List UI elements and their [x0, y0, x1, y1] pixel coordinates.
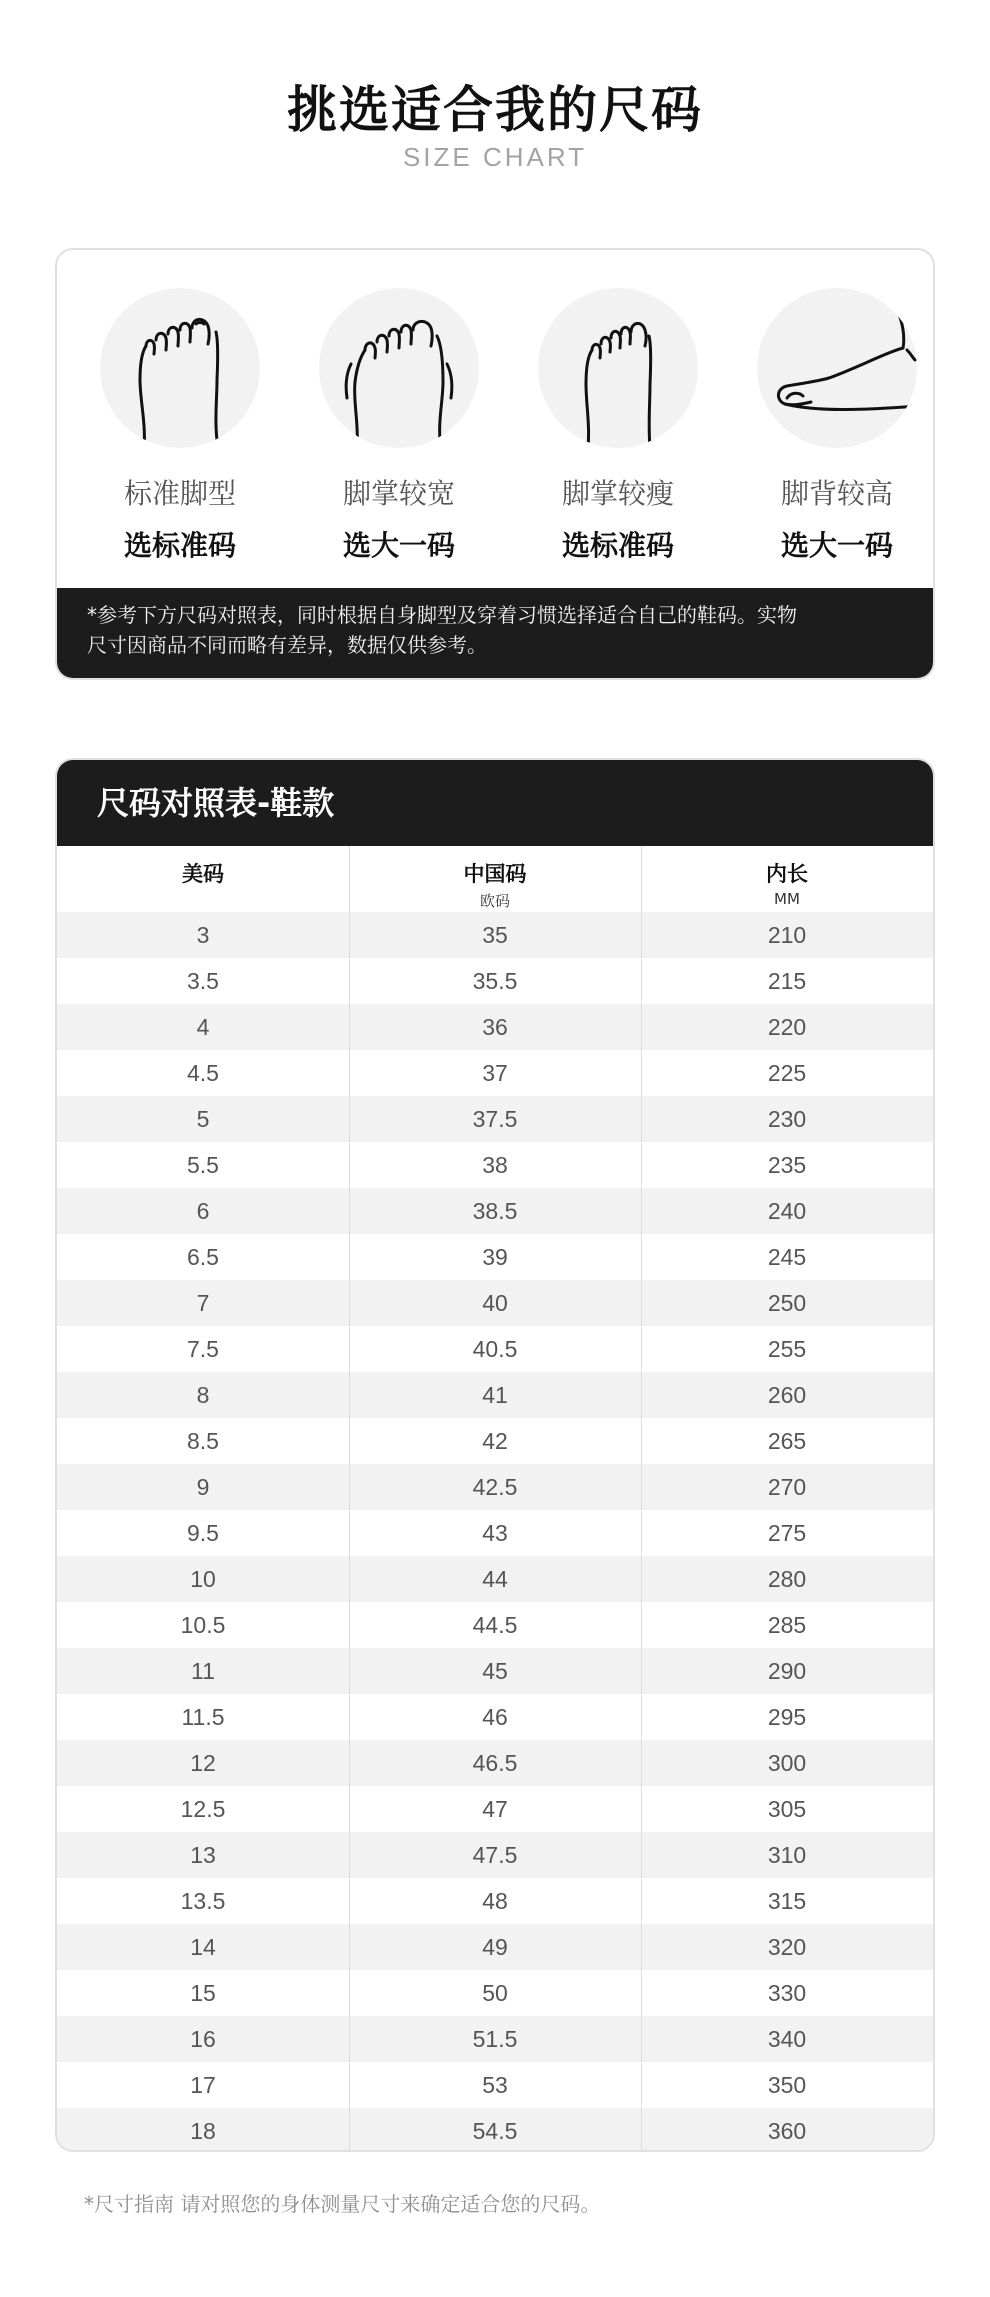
cell-cn-size: 42: [482, 1428, 508, 1454]
cell-us-size: 18: [190, 2118, 216, 2144]
cell-inner-length: 270: [767, 1474, 807, 1500]
table-row: [57, 2108, 933, 2152]
foot-type-advice: 选大一码: [342, 529, 455, 562]
cell-inner-length: 350: [767, 2072, 807, 2098]
column-divider: [641, 846, 642, 2152]
cell-inner-length: 320: [767, 1934, 807, 1960]
cell-cn-size: 53: [482, 2072, 508, 2098]
table-row: [57, 1464, 933, 1510]
foot-type-note: [57, 588, 933, 678]
cell-us-size: 3.5: [187, 968, 219, 994]
table-row: [57, 1786, 933, 1832]
cell-us-size: 11.5: [181, 1704, 225, 1730]
cell-us-size: 5: [196, 1106, 210, 1132]
table-row: [57, 1372, 933, 1418]
cell-cn-size: 35: [482, 922, 508, 948]
foot-type-wide: [299, 288, 499, 564]
cell-us-size: 15: [190, 1980, 216, 2006]
foot-type-advice: 选大一码: [780, 529, 893, 562]
cell-us-size: 4: [196, 1014, 210, 1040]
foot-type-advice: 选标准码: [561, 529, 674, 562]
cell-us-size: 12: [190, 1750, 216, 1776]
cell-inner-length: 305: [767, 1796, 807, 1822]
cell-cn-size: 50: [482, 1980, 508, 2006]
table-row: [57, 2062, 933, 2108]
table-row: [57, 1970, 933, 2016]
column-header-us: 美码: [182, 862, 224, 886]
table-row: [57, 1142, 933, 1188]
cell-cn-size: 47: [482, 1796, 508, 1822]
page-title: 挑选适合我的尺码: [287, 81, 703, 139]
foot-type-name: 脚背较高: [780, 477, 893, 510]
cell-inner-length: 300: [767, 1750, 807, 1776]
table-row: [57, 1418, 933, 1464]
cell-us-size: 10: [190, 1566, 216, 1592]
table-row: [57, 1740, 933, 1786]
cell-cn-size: 40.5: [472, 1336, 518, 1362]
foot-note-line: *参考下方尺码对照表，同时根据自身脚型及穿着习惯选择适合自己的鞋码。实物: [87, 603, 797, 627]
cell-us-size: 8: [196, 1382, 210, 1408]
table-row: [57, 1280, 933, 1326]
standard-foot-icon: [100, 288, 260, 448]
cell-us-size: 6: [196, 1198, 210, 1224]
column-header-cn: 中国码 欧码: [463, 862, 527, 910]
table-row: [57, 1510, 933, 1556]
cell-cn-size: 39: [482, 1244, 508, 1270]
cell-cn-size: 44: [482, 1566, 508, 1592]
foot-type-standard: [80, 288, 280, 564]
foot-type-name: 脚掌较宽: [342, 477, 455, 510]
foot-type-card: [55, 248, 935, 680]
cell-inner-length: 250: [767, 1290, 807, 1316]
column-divider: [349, 846, 350, 2152]
high-instep-foot-icon: [757, 288, 917, 448]
cell-inner-length: 310: [767, 1842, 807, 1868]
cell-cn-size: 46: [482, 1704, 508, 1730]
cell-cn-size: 38: [482, 1152, 508, 1178]
wide-foot-icon: [319, 288, 479, 448]
cell-inner-length: 245: [767, 1244, 807, 1270]
cell-cn-size: 45: [482, 1658, 508, 1684]
cell-us-size: 6.5: [187, 1244, 219, 1270]
cell-us-size: 3: [196, 922, 210, 948]
table-row: [57, 1694, 933, 1740]
cell-inner-length: 295: [767, 1704, 807, 1730]
size-chart-title: 尺码对照表-鞋款: [57, 760, 933, 846]
cell-us-size: 16: [190, 2026, 216, 2052]
cell-inner-length: 260: [767, 1382, 807, 1408]
cell-cn-size: 51.5: [472, 2026, 518, 2052]
cell-us-size: 7: [196, 1290, 210, 1316]
table-row: [57, 1234, 933, 1280]
cell-us-size: 14: [190, 1934, 216, 1960]
foot-type-name: 脚掌较瘦: [561, 477, 674, 510]
foot-type-advice: 选标准码: [123, 529, 236, 562]
cell-us-size: 17: [190, 2072, 216, 2098]
cell-cn-size: 37.5: [472, 1106, 518, 1132]
cell-cn-size: 36: [482, 1014, 508, 1040]
table-body: [57, 912, 933, 2152]
cell-us-size: 9.5: [187, 1520, 219, 1546]
cell-inner-length: 360: [767, 2118, 807, 2144]
table-header-row: [57, 846, 933, 912]
table-row: [57, 1326, 933, 1372]
cell-cn-size: 35.5: [472, 968, 518, 994]
table-row: [57, 958, 933, 1004]
cell-us-size: 5.5: [187, 1152, 219, 1178]
cell-inner-length: 210: [767, 922, 807, 948]
cell-cn-size: 54.5: [472, 2118, 518, 2144]
cell-inner-length: 225: [767, 1060, 807, 1086]
foot-type-list: [57, 288, 933, 588]
cell-cn-size: 47.5: [472, 1842, 518, 1868]
cell-cn-size: 40: [482, 1290, 508, 1316]
cell-cn-size: 44.5: [472, 1612, 518, 1638]
page-subtitle: SIZE CHART: [402, 142, 588, 172]
cell-cn-size: 48: [482, 1888, 508, 1914]
cell-inner-length: 280: [767, 1566, 807, 1592]
table-row: [57, 1096, 933, 1142]
cell-cn-size: 37: [482, 1060, 508, 1086]
table-row: [57, 1188, 933, 1234]
table-row: [57, 1832, 933, 1878]
cell-inner-length: 230: [767, 1106, 807, 1132]
foot-note-line: 尺寸因商品不同而略有差异，数据仅供参考。: [87, 633, 487, 657]
cell-inner-length: 240: [767, 1198, 807, 1224]
cell-us-size: 10.5: [180, 1612, 226, 1638]
table-row: [57, 1878, 933, 1924]
cell-inner-length: 255: [767, 1336, 807, 1362]
cell-us-size: 12.5: [180, 1796, 226, 1822]
narrow-foot-icon: [538, 288, 698, 448]
cell-inner-length: 275: [767, 1520, 807, 1546]
cell-cn-size: 49: [482, 1934, 508, 1960]
cell-inner-length: 340: [767, 2026, 807, 2052]
column-header-length: 内长 MM: [766, 862, 808, 908]
table-row: [57, 1602, 933, 1648]
cell-us-size: 7.5: [187, 1336, 219, 1362]
cell-us-size: 13: [190, 1842, 216, 1868]
table-row: [57, 1648, 933, 1694]
cell-inner-length: 330: [767, 1980, 807, 2006]
cell-inner-length: 220: [767, 1014, 807, 1040]
foot-type-name: 标准脚型: [123, 477, 236, 510]
cell-us-size: 8.5: [187, 1428, 219, 1454]
cell-cn-size: 43: [482, 1520, 508, 1546]
cell-inner-length: 265: [767, 1428, 807, 1454]
foot-type-narrow: [518, 288, 718, 564]
table-row: [57, 1004, 933, 1050]
table-row: [57, 1050, 933, 1096]
cell-cn-size: 38.5: [472, 1198, 518, 1224]
cell-inner-length: 285: [767, 1612, 807, 1638]
cell-inner-length: 215: [767, 968, 807, 994]
cell-us-size: 9: [196, 1474, 210, 1500]
cell-us-size: 11: [191, 1658, 215, 1684]
cell-cn-size: 46.5: [472, 1750, 518, 1776]
table-row: [57, 2016, 933, 2062]
cell-us-size: 13.5: [180, 1888, 226, 1914]
table-row: [57, 1924, 933, 1970]
cell-cn-size: 41: [482, 1382, 508, 1408]
size-chart-table: [55, 758, 935, 2152]
size-guide-note: *尺寸指南 请对照您的身体测量尺寸来确定适合您的尺码。: [84, 2192, 601, 2216]
table-row: [57, 1556, 933, 1602]
cell-inner-length: 290: [767, 1658, 807, 1684]
table-row: [57, 912, 933, 958]
cell-us-size: 4.5: [187, 1060, 219, 1086]
cell-cn-size: 42.5: [472, 1474, 518, 1500]
foot-type-high-instep: [737, 288, 935, 564]
cell-inner-length: 235: [767, 1152, 807, 1178]
cell-inner-length: 315: [767, 1888, 807, 1914]
